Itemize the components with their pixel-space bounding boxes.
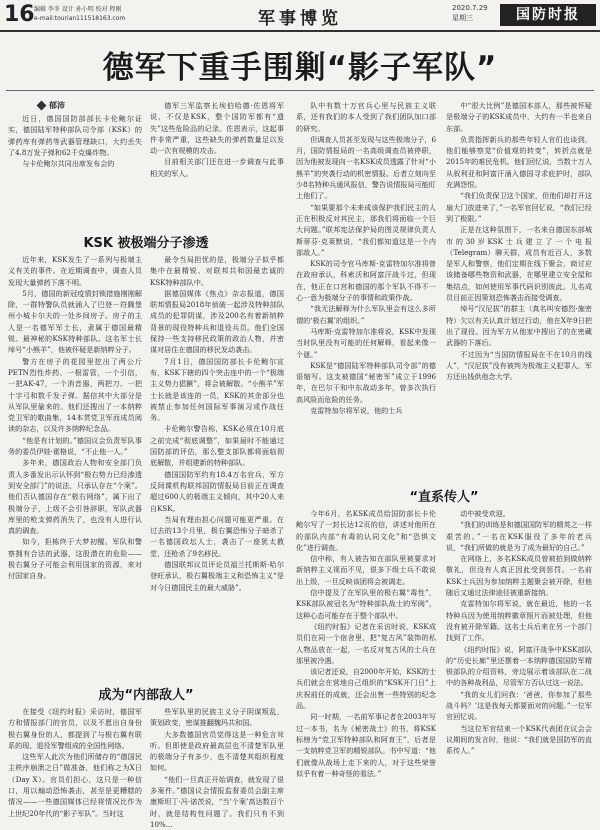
paragraph: 德军三军监察长埃伯哈德·佐恩将军说，不仅是KSK，整个国防军都有“遗失”这些危险品的记录。佐恩表示，这起事件非常严重，这些缺失的弹药数量足以发动一次有规模的攻击。 (150, 101, 284, 156)
paragraph: 今年6月，名KSK成员给国防部长卡伦鲍尔写了一封长达12页的信，讲述对他所在的部队内部“有毒的认同文化”和“恐惧文化”进行调查。 (296, 509, 436, 552)
paragraph: 在接受《纽约时报》采访时，德国军方和情报部门的官员，以及不愿出自身份极右翼身份的人，都提到了与极右翼有联系的现、退役军警组成的全国性网络。 (8, 707, 142, 750)
section3-col-right (446, 508, 592, 822)
paragraph: 多年来，德国政治人物和安全部门负责人多番发出示认怀到“极右势力已经渗透到安全部门”的说法，只承认存在“个案”。他们否认德国存在“极右网络”，属下出了极端分子，上级不会引咎辞职，军队武器库里的枪支弹药消失了，也没有人进行认真的调查。 (8, 458, 142, 536)
subhead-direct-descendants: “直系传人” (409, 490, 479, 505)
paragraph: 在网络上，多名KSK成员曾被拍到做纳粹敬礼，但没有人真正因此受到惩罚。一名前KSK士兵因为参加纳粹主题聚会被开除，但他随后又通过法律途径被重新接纳。 (446, 554, 592, 598)
paragraph: 这些军人此次为他们所储存的“德国民主秩序崩溃之日”做准备，他们称之为X日（Day X）。官员们担心，这只是一种信口，用以煽动恐怖袭击，甚至是更糟糕的情况——一些德国媒体已经将情况比作为上世纪20年代的“影子军队”。当时这 (8, 752, 142, 818)
paragraph: “他是有计划的。”德国议会负责军队事务的委员伊娃·霍格说，“不止他一人。” (8, 435, 142, 457)
subhead-ksk-infiltrated: KSK 被极端分子渗透 (83, 236, 209, 251)
paragraph: 目前相关部门还在进一步调查与此事相关的军人。 (150, 157, 284, 178)
paragraph: 信中提及了在军队里的极右翼“毒性”，KSK部队被冠名为“特种部队战士的军阀”，这种心态可能存在于整个部队中。 (296, 588, 436, 620)
paragraph: 与卡伦鲍尔共同出席发布会的 (22, 159, 115, 169)
paragraph: 绰号“汉尼拔”的群主（真名叫安德烈·施密特）欠以有关认真计划过行动，他在X年9日把出了现役。因为军方从他家中搜出了的在密藏武器的下落后。 (446, 304, 592, 348)
paragraph: 同一时期，一名前军事记者在2003年写过一本书，名为《秘密战士》的书，将KSK标榜为“党卫军特种部队和阿育王”，后者是一支纳粹党卫军的精锐部队。书中写道：“他们就像从战场上走下来的人，对于这些荣誉似乎有着一种奇怪的看法。” (296, 712, 436, 778)
section2-col-left (8, 706, 142, 822)
paragraph: “如果要那个未来成该保护我们民主的人正在积极反对其民主，那我们将面临一个巨大问题。”联邦宪法保护局的图灵规律负责人斯蒂芬·克莱默说，“我们都知道这是一个内部敌人。” (296, 202, 436, 257)
paragraph: 近日，德国国防部部长卡伦鲍尔证实，德国陆军特种部队司令部（KSK）的弹药库有弹药等武器管理缺口，大约丢失了4.8万发子弹和62千克爆炸物。 (8, 114, 142, 157)
masthead (0, 0, 600, 32)
paragraph: 信中称，有人被告知在部队里被要求对新纳粹主义视而不见，很多下级士兵不敢说出上级，一旦反映该团将会被调走。 (296, 554, 436, 586)
intro-col-2 (150, 100, 284, 228)
column-title: 军事博览 (258, 9, 342, 29)
editors-line: 编辑 李冬 设计 孙小明 校对 程刚 (34, 6, 122, 13)
paragraph: 如今，拒栋终于大梦初醒。军队和警察拥有合法的武器，这股潜在的危险——极右翼分子可能会利用国家的资源，来对付国家自身。 (8, 537, 142, 581)
paragraph: 大多数德国官员觉得这是一种危言耸听。但即使是政府最高层也不清楚军队里的极端分子有多少，也不清楚其组织程度如何。 (150, 729, 284, 773)
subhead-internal-enemy: 成为“内部敌人” (98, 688, 194, 703)
paragraph: 动中被受欢迎。 (460, 509, 510, 518)
date-text: 2020.7.29 (452, 4, 488, 12)
col-3 (296, 100, 436, 480)
byline (38, 100, 65, 111)
paragraph: 负责指挥新兵的那些年轻人官们也谈到，他们能够察觉“价值观的转变”，转折点就是2015年的难民危机。他们回忆说，当数十万人从叙利亚和阿富汗涌入德国寻求庇护时，部队充满怨恨。 (446, 134, 592, 190)
paragraph: 《纽约时报》说，阿富汗战争中KSK部队的“历史长廊”里还摆着一本纳粹德国国防军精锐部队的介绍资料，旁边展示着该部队在二战中的各种战利品，尽管军方否认过这一说法。 (446, 644, 592, 688)
col-4 (446, 100, 592, 480)
paragraph: KSK的司令官马库斯·克雷特加尔准将曾在政府承认，科索沃和阿富汗战斗过，但现在，他正在口宫和德国的那个军队不得不一心一意为极端分子的事情和政策作战。 (296, 259, 436, 303)
paragraph: “我的女儿们问我：‘爸爸，你参加了那些战斗吗？’这是我每天都要面对的问题。”一位军官回忆说。 (446, 689, 592, 722)
paragraph: 不过因为“当国防情报局在不在10月的线人”，“汉尼拔”没有被判为极端主义犯罪人，军方还出钱供他念大学。 (446, 349, 592, 382)
paragraph: 警方在房子的花园里挖出了两公斤PETN烈性炸药、一根雷管，一个引信，一把AK-47，一个消音器，两把刀、一把十字弓和数千发子弹。据信其中大部分是从军队里偷来的。他们还搜出了一本纳粹党卫军的歌曲集，14本贯党卫军而成员阅读的杂志，以及许多纳粹纪念品。 (8, 356, 142, 434)
weekday-text: 星期三 (452, 14, 473, 22)
newspaper-logo: 国防时报 (500, 4, 596, 26)
headline-rule (6, 90, 594, 91)
paragraph: 该记者还说，自2000年开始，KSK的士兵们就会在营地自己组织的“KSK开门日”上庆祝前任的成就，还会出售一些特别的纪念品。 (296, 667, 436, 711)
paragraph: 卡伦鲍尔警告称，KSK必须在10月底之前完成“彻底调整”，如果届时不能通过国防部的评估，那么整支部队都将面临彻底解散，并组建新的特种部队。 (150, 424, 284, 468)
paragraph: 德国联邦议员评论员福兰托斯斯·哈尔登旺承认，极右翼极端主义和恐怖主义“是对今日德国民主的最大威胁”。 (150, 560, 284, 592)
paragraph: 队中有数十万官兵心里与民族主义联系，还有我们的本人受到了我们团队加口部的研究。 (296, 101, 436, 133)
paragraph: 马库斯·克雷特加尔准将说，KSK中发现当时队里没有可能的任何解释，看起来像一个谜。” (296, 326, 436, 359)
paragraph: 德国国防军约有18.4万名官兵，军方反间谍机构联邦国防情报局目前正在调查超过600人的极端主义倾向，其中20人来自KSK。 (150, 469, 284, 513)
paragraph: 克雷特加尔将军说，他的士兵 (310, 406, 403, 416)
paragraph: 克雷特加尔将军说，就在最近，他的一名特种兵因为使用纳粹徽章照片而被处理，但他没有被开除军籍。这名士兵后来在另一个部门找到了工作。 (446, 599, 592, 643)
paragraph: 但调查人员甚至发现与这些极端分子，6月，国防情报局的一名高级调查员被停职，因为他被发现向一名KSK成员透露了针对“小熊羊”的突袭行动的机密情报。后者立刻向至少8名特种兵通风报信，警告说情报局可能盯上他们了。 (296, 134, 436, 201)
article-headline: 德军下重手围剿“影子军队” (102, 50, 498, 86)
section1-col-mid (150, 254, 284, 662)
paragraph: 《纽约时报》记者在采访时说，KSK成员们在同一个宿舍里，把“复古风”装饰的私人物品放在一起，一名反对复古风的士兵在那里被冷遇。 (296, 621, 436, 665)
paragraph: 据德国媒体《焦点》杂志报道，德国联邦情报局2018年侦破一起涉及特种部队成员的犯罪阴谋，涉及200名有着新纳粹背景的现役特种兵和退役兵员。他们全国保持一些支持移民政策的政治人物，并密谋对居住在德国的移民发动袭击。 (150, 288, 284, 355)
section1-col-left (8, 254, 142, 662)
email-line: e-mail:tourian111518163.com (34, 15, 126, 22)
paragraph: 当局有理由担心问题可能更严重。在过去的13个月里，极右翼恐怖分子暗杀了一名德国政坛人士，袭击了一座犹太教堂，还枪杀了9名移民。 (150, 514, 284, 558)
paragraph: 5月，德国的新冠疫情封锁措施刚刚解除，一群特警队员就涌入了巴登－符腾堡州小城卡尔夫的一处乡间房子。房子的主人是一名德军军士长，隶属于德国最精锐、最神秘的KSK特种部队。这名军士长绰号“小熊羊”，他被怀疑是新纳粹分子。 (8, 288, 142, 355)
paragraph: “我们的训练是和德国国防军的精英之一样艰苦的。”一名在KSK服役了多年的老兵说，“我们所做的就是为了成为最好的自己。” (446, 520, 592, 552)
section3-col-left (296, 508, 436, 822)
paragraph: 些军队里的民族主义分子阴谋叛乱，策划政变，密谋推翻魏玛共和国。 (150, 707, 284, 728)
section2-col-mid (150, 706, 284, 829)
author-name: 郁沛 (49, 101, 65, 110)
diamond-icon (37, 101, 47, 111)
intro-col-1 (8, 113, 142, 233)
paragraph: 正是在这种氛围下，一名来自德国东部城市的30岁KSK士兵建立了一个电报（Telegram）聊天群，成员有近百人，多数是军人和警察，他们定期在线下聚会，商讨应该储备哪些物资和武器，在哪里建立安全屋和集结点，如何使用军事代码识别彼此。儿名成员目前正因策划恐怖袭击而接受调查。 (446, 225, 592, 303)
paragraph: “他们一旦真正开始调查，就发现了很多案件。”德国议会情报监督委员会副主席康斯坦丁·冯·诺茨说，“当‘个案’高达数百个时，就是结构性问题了。我们只有不到10%... (150, 774, 284, 829)
issue-date (452, 3, 488, 23)
paragraph: “我们负责保卫这个国家，但他们却打开这扇大门放进来了，”一名军官回忆说，“我们已经到了极限。” (446, 191, 592, 223)
paragraph: 中“很大比例”是德国本部人，那些被怀疑是极端分子的KSK成员中，大约有一半也来自东部。 (446, 101, 592, 133)
paragraph: “我无法解释为什么军队里会有这么多所谓的‘极右翼’的组织。” (296, 304, 436, 325)
paragraph: 近年来，KSK发生了一系列与极端主义有关的事件。在近期调查中，调查人员发现大量弹药下落不明。 (8, 255, 142, 287)
paragraph: 当这位军官结束一个KSK代表团在议会会议期间的发言时，他说：“我们就是国防军的直系传人。” (446, 723, 592, 756)
page-number: 16 (4, 2, 35, 27)
paragraph: 最令当局担忧的是，极端分子似乎都集中在最精锐、对联邦共和国最忠诚的KSK特种部队中。 (150, 255, 284, 287)
paragraph: KSK是“德国陆军特种部队司令部”的德语缩写。这支被德国“秘密军”成立于1996年，在巴尔干和中东战动多年，曾多次执行高风险而危险的任务。 (296, 360, 436, 404)
paragraph: 7月1日，德国国防部长卡伦鲍尔宣布，KSK下辖的四个突击连中的一个“极端主义势力猖獗”，将会被解散。“小熊羊”军士长就是该连的一员，KSK的其余部分也被禁止参加任何国际军事演习或作战任务。 (150, 356, 284, 423)
